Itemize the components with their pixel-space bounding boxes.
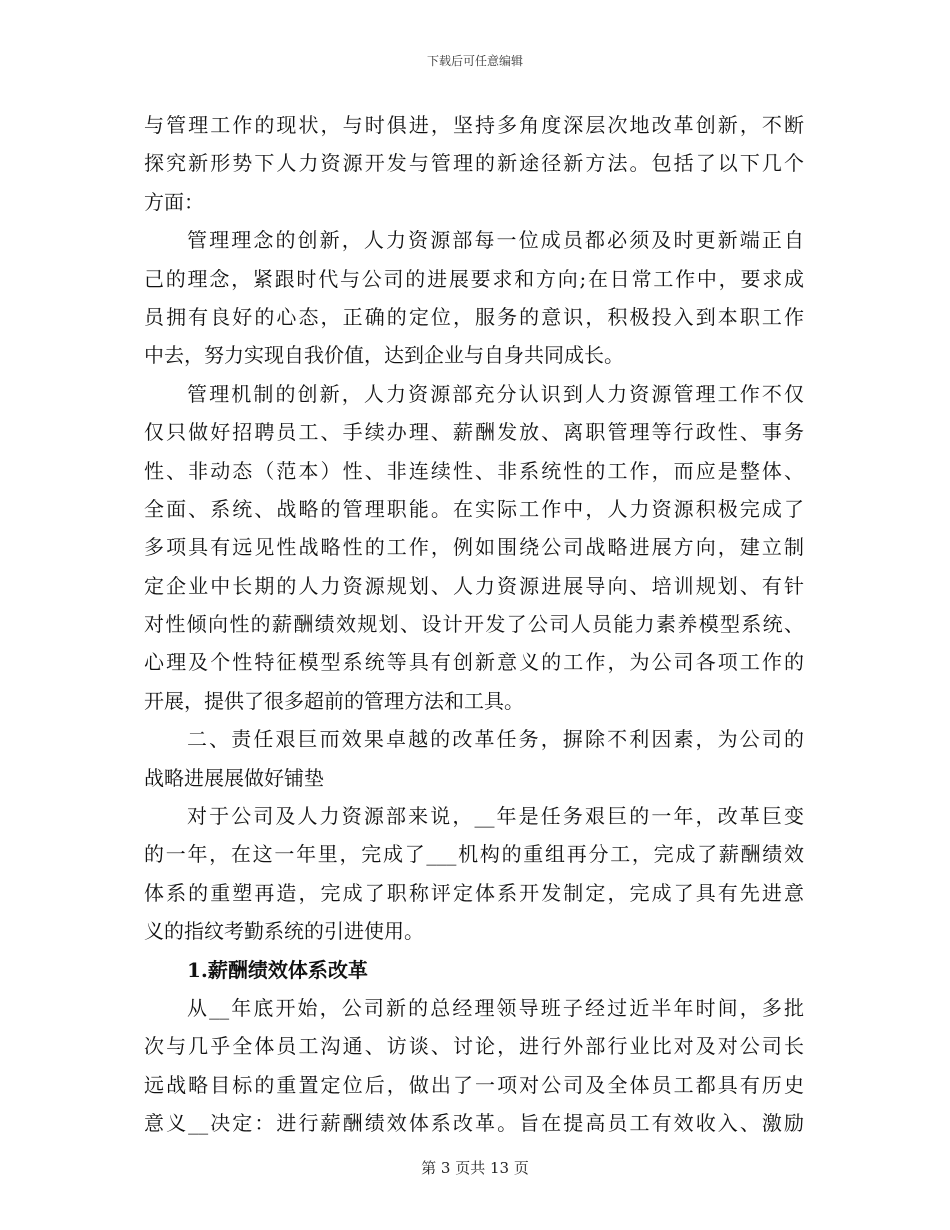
text-line: 中去，努力实现自我价值，达到企业与自身共同成长。 — [144, 343, 624, 368]
text-line: 仅只做好招聘员工、手续办理、薪酬发放、离职管理等行政性、事务 — [144, 420, 804, 445]
text-line: 义的指纹考勤系统的引进使用。 — [144, 919, 424, 944]
text-line: 次与几乎全体员工沟通、访谈、讨论，进行外部行业比对及对公司长 — [144, 1034, 804, 1059]
text-line: 战略进展展做好铺垫 — [144, 765, 324, 790]
text-line: 定企业中长期的人力资源规划、人力资源进展导向、培训规划、有针 — [144, 573, 804, 598]
text-line: 开展，提供了很多超前的管理方法和工具。 — [144, 688, 524, 713]
text-line: 体系的重塑再造，完成了职称评定体系开发制定，完成了具有先进意 — [144, 880, 804, 905]
text-line: 从__年底开始，公司新的总经理领导班子经过近半年时间，多批 — [187, 995, 804, 1020]
page-header: 下载后可任意编辑 — [426, 54, 523, 68]
text-line: 的一年，在这一年里，完成了___机构的重组再分工，完成了薪酬绩效 — [144, 842, 804, 867]
text-line: 管理理念的创新，人力资源部每一位成员都必须及时更新端正自 — [187, 228, 804, 253]
text-line: 二、责任艰巨而效果卓越的改革任务，摒除不利因素，为公司的 — [187, 727, 804, 752]
text-line: 多项具有远见性战略性的工作，例如围绕公司战略进展方向，建立制 — [144, 535, 804, 560]
text-line: 心理及个性特征模型系统等具有创新意义的工作，为公司各项工作的 — [144, 650, 804, 675]
text-line: 对于公司及人力资源部来说，__年是任务艰巨的一年，改革巨变 — [187, 804, 804, 829]
document-body — [144, 106, 804, 1143]
text-line: 探究新形势下人力资源开发与管理的新途径新方法。包括了以下几个 — [144, 151, 804, 176]
text-line: 对性倾向性的薪酬绩效规划、设计开发了公司人员能力素养模型系统、 — [144, 612, 804, 637]
section-heading: 1.薪酬绩效体系改革 — [187, 957, 368, 982]
text-line: 远战略目标的重置定位后，做出了一项对公司及全体员工都具有历史 — [144, 1072, 804, 1097]
text-line: 己的理念，紧跟时代与公司的进展要求和方向;在日常工作中，要求成 — [144, 266, 804, 291]
text-line: 与管理工作的现状，与时俱进，坚持多角度深层次地改革创新，不断 — [144, 113, 804, 137]
text-line: 员拥有良好的心态，正确的定位，服务的意识，积极投入到本职工作 — [144, 304, 804, 329]
text-line: 意义__决定：进行薪酬绩效体系改革。旨在提高员工有效收入、激励 — [144, 1111, 804, 1136]
text-line: 全面、系统、战略的管理职能。在实际工作中，人力资源积极完成了 — [144, 496, 804, 521]
text-line: 方面： — [144, 189, 204, 214]
text-line: 管理机制的创新，人力资源部充分认识到人力资源管理工作不仅 — [187, 381, 804, 406]
page-number: 第 3 页共 13 页 — [421, 1159, 529, 1177]
text-line: 性、非动态（范本）性、非连续性、非系统性的工作，而应是整体、 — [144, 458, 804, 483]
